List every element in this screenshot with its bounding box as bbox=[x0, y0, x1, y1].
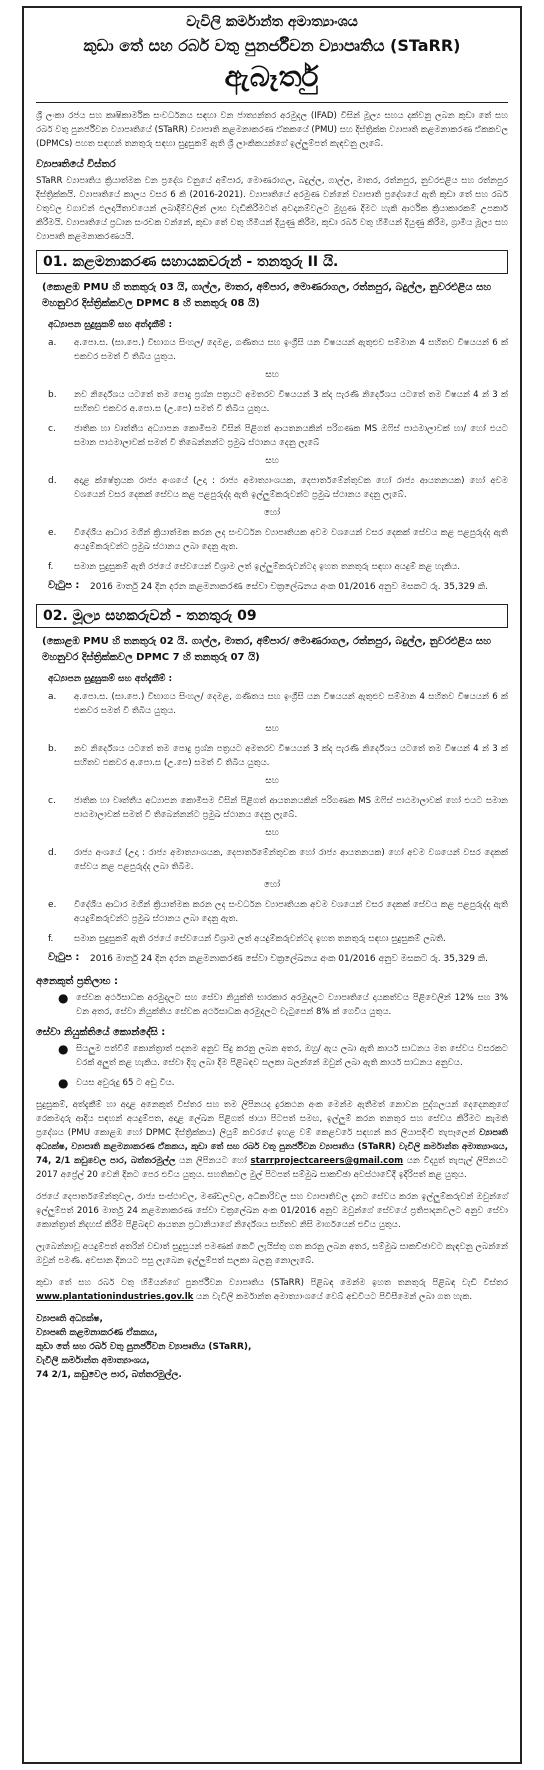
project-details-text: STaRR ව්‍යාපෘතිය ක්‍රියාත්මක වන ප්‍රදේශ වනුයේ අම්පාර, මොණරාගල, බදුල්ල, ගාල්ල, මාතර, රත්නපුර, නුවරඑළිය සහ රත්නපුර දිස්ත්‍රික්කයි. ව්‍යාපෘතියේ කාලය වසර 6 කි (2016-2021). ව්‍යාපෘතියේ අරමුණ වන්නේ ව්‍යාපෘති ප්‍රදේශයේ ඇති කුඩා තේ සහ රබර් වතුවල වගාවන් ඵලදායීතාවයෙන් ලබාදීම්වලින් ලාභ වැඩිකිරීමටත් අවදානම්වලට මුහුණ දීමට හැකි ආර්ථික ක්‍රියාකාරකම් උපකාර් කිරීමයි. ව්‍යාපෘතියේ ප්‍රධාන සංරචක වන්නේ, කුඩා තේ වතු හිමියන් දියුණු කිරීම, කුඩා රබර් වතු හිමියන් දියුණු කිරීම, ග්‍රාමීය මූල්‍ය සහ ව්‍යාපෘති කළමනාකරණයයි. bbox=[36, 176, 508, 242]
conditions-heading: සේවා නියුක්තියේ කොන්දේසි : bbox=[36, 1027, 166, 1038]
intro-paragraph: ශ්‍රී ලංකා රජය සහ කෘෂිකාර්මික සංවර්ධනය සඳහා වන ජාත්‍යන්තර අරමුදල (IFAD) විසින් මූල්‍ය සහය දක්වනු ලබන කුඩා තේ සහ රබර් වතු පුනර්ජීවන ව්‍යාපෘතියේ (STaRR) ව්‍යාපෘති කළමනාකරණ ඒකකයේ (PMU) සහ දිස්ත්‍රික්ක ව්‍යාපෘති කළමනාකරණ ඒකකවල (DPMCs) පහත සඳහන් තනතුරු සඳහා සුදුසුකම් ඇති ශ්‍රී ලාංකිකයන්ගේ ඉල්ලුම්පත් කැඳවනු ලැබේ. bbox=[36, 111, 508, 149]
position-2-qualifications-heading: අධ්‍යාපන සුදුසුකම් සහ අත්දැකීම් : bbox=[48, 674, 173, 684]
position-2-item: e. විදේශීය ආධාර මගින් ක්‍රියාත්මක කරන ලද සංවර්ධන ව්‍යාපෘතියක අවම වශයෙන් වසර දෙකක් සේවය කළ පළපුරුද්ද ඇති අයදුම්කරුවන්ට ප්‍රමුඛ ස්ථානය ලබා දෙනු ඇත. bbox=[48, 900, 508, 924]
website-note: කුඩා තේ සහ රබර් වතු හිමියන්ගේ පුනර්ජීවන ව්‍යාපෘතිය (STaRR) පිළිබඳ මෙන්ම ඉහත තනතුරු පිළිබඳ වැඩි විස්තර www.plantationindustries.gov.lk යන වැවිලි කර්මාන්ත අමාත්‍යාංශයේ වෙබ් අඩවියට පිවිසීමෙන් ලබා ගත හැක. bbox=[36, 1278, 508, 1302]
project-heading: කුඩා තේ සහ රබර් වතු පුනර්ජීවන ව්‍යාපෘතිය (STaRR) bbox=[83, 36, 461, 55]
list-item: ● සියලුම පත්වීම් කොන්ත්‍රාත් පදනම අනුව සිදු කරනු ලබන අතර, ඔහු/ ඇය ලබා ඇති කාර්ය සාධනය මත සේවය වසරකට වරක් අලුත් කළ හැකිය. සේවා දිගු ලබා දීම පිළිබඳව සලකා බලන්නේ ඔවුන් ලබා ඇති කාර්ය සාධනය අනුවය. bbox=[58, 1042, 508, 1068]
application-instructions: සුදුසුකම්, අත්දැකීම් හා අදාළ අනෙකුත් විස්තර සහ තම ලිපිනයද දුරකථන අංක මෙන්ම ඇතීමත් නොවන පුද්ගලයන් දෙදෙනකුගේ රෙකමදාරු ආදිය සඳහන් අයදුම්පත, අදාළ ලේඛන පිළිගත් ඡායා පිටපත් සමඟ, ඉල්ලුම් කරන තනතුර සහ සේවය කිරීමට කැමති ප්‍රදේශය (PMU කොළඹ හෝ DPMC දිස්ත්‍රික්කය) ලියුම් කවරයේ ඉහළ වම් කෙළවරේ සඳහන් කර ලියාපදිංචි තැපෑලෙන් ව්‍යාපෘති අධ්‍යක්ෂ, ව්‍යාපෘති කළමනාකරණ ඒකකය, කුඩා තේ සහ රබර් වතු පුනර්ජීවන ව්‍යාපෘතිය (STaRR) වැවිලි කර්මාන්ත අමාත්‍යාංශය, 74, 2/1 කඩුවෙල පාර, බත්තරමුල්ල යන ලිපිනයට හෝ starrprojectcareers@gmail.com යන විද්‍යුත් තැපැල් ලිපිනයට 2017 අප්‍රේල් 20 වෙනි දිනට පෙර එවිය යුතුය. සහතිකවල මුල් පිටපත් සම්මුඛ සාකච්ඡා අවස්ථාවේදී ඉදිරිපත් කළ යුතුය. bbox=[36, 1100, 509, 1180]
conjunction: හෝ bbox=[263, 880, 281, 890]
position-1-title: 01. කළමනාකරණ සහායකවරුන් - තනතුරු II යි. bbox=[36, 250, 508, 274]
position-1-item: b. නව නිර්දේශය යටතේ තම පොදු ප්‍රශ්න පත්‍රයට අමතරව විෂයයන් 3 ක්ද පැරණි නිර්දේශය යටතේ තම විෂයන් 4 න් 3 ක් සහිතව එකවර අ.පො.ස (උ.පෙ) සමත් වී තිබිය යුතුය. bbox=[48, 390, 508, 414]
project-details-heading: ව්‍යාපෘතියේ විස්තර bbox=[36, 159, 116, 170]
position-2-title: 02. මූල්‍ය සහකරුවන් - තනතුරු 09 bbox=[36, 604, 508, 628]
conjunction: සහ bbox=[265, 776, 279, 786]
conjunction: සහ bbox=[265, 828, 279, 838]
website-link[interactable]: www.plantationindustries.gov.lk bbox=[36, 1292, 194, 1302]
shortlisting-note: ලැබෙන්නාවූ අයදුම්පත් අතරින් වඩාත් සුදුසුයන් පමණක් කෙටි ලැයිස්තු ගත කරනු ලබන අතර, සම්මුඛ සාකච්ඡාවට කැඳවනු ලබන්නේ ඔවුන් පමණි. අවසාන දිනයට පසු ලැබෙන ඉල්ලුම්පත් සලකා බලනු නොලැබේ. bbox=[36, 1242, 508, 1266]
vacancies-title: ඇබෑර්තු bbox=[224, 60, 320, 93]
signature-block: ව්‍යාපෘති අධ්‍යක්ෂ, ව්‍යාපෘති කළමනාකරණ ඒකකය, කුඩා තේ සහ රබර් වතු පුනර්ජීවන ව්‍යාපෘතිය (STaRR), වැවිලි කර්මාන්ත අමාත්‍යාංශය, 74 2/1, කඩුවෙල පාර, බත්තරමුල්ල. bbox=[36, 1314, 252, 1380]
conjunction: සහ bbox=[265, 724, 279, 734]
conjunction: සහ bbox=[265, 370, 279, 380]
advertisement-body bbox=[26, 8, 518, 1382]
list-item: ● වයස අවුරුදු 65 ට අඩු විය. bbox=[58, 1076, 175, 1090]
position-2-item: c. ජාතික හා වෘත්තීය අධ්‍යාපන කොමිසම විසින් පිළිගත් ආයතනයකින් පරිගණක MS ඔෆිස් පාඨමාලාවක් හෝ එයට සමාන පාඨමාලාවක් සමත් වී තිබෙන්නන්ට ප්‍රමුඛ ස්ථානය දෙනු ලැබේ. bbox=[48, 796, 508, 820]
position-1-item: a. අ.පො.ස. (සා.පෙ.) විභාගය සිංහල/ දෙමළ, ගණිතය සහ ඉංග්‍රීසි යන විෂයයන් ඇතුළුව සම්මාන 4 සහිතව විෂයයන් 6 ක් එකවර සමත් වී තිබිය යුතුය. bbox=[48, 338, 508, 362]
position-2-item: a. අ.පො.ස. (සා.පෙ.) විභාගය සිංහල/ දෙමළ, ගණිතය සහ ඉංග්‍රීසි යන විෂයයන් ඇතුළුව සම්මාන 4 සහිතව විෂයයන් 6 ක් එකවර සමත් වී තිබිය යුතුය. bbox=[48, 692, 508, 716]
benefits-heading: අනෙකුත් ප්‍රතිලාභ : bbox=[36, 976, 118, 987]
bullet-icon: ● bbox=[58, 991, 69, 1005]
position-1-location: (කොළඹ PMU හි තනතුරු 03 යි, ගාල්ල, මාතර, අම්පාර, මොණරාගල, රත්නපුර, බදුල්ල, නුවරඑළිය සහ මහනුවර දිස්ත්‍රික්කවල DPMC 8 හි තනතුරු 08 යි) bbox=[42, 282, 492, 309]
position-1-salary: වැටුප : 2016 මාර්තු 24 දින දරන කළමනාකරණ සේවා චක්‍රලේඛනය අංක 01/2016 අනුව මසකට රු. 35,329 කි. bbox=[48, 580, 489, 592]
position-2-item: f. සමාන සුදුසුකම් ඇති රජයේ සේවයෙන් විශ්‍රාම ලත් අයදුම්කරුවන්ටද ඉහත තනතුරු සඳහා සුදුසුකම් ලබති. bbox=[48, 934, 446, 944]
header-divider bbox=[36, 102, 508, 103]
position-1-item: d. අදාළ ක්ෂේත්‍රයක රාජ්‍ය අංශයේ (උදා : රාජ්‍ය අමාත්‍යාංශයක, දෙපාර්තමේන්තුවක හෝ රාජ්‍ය ආයතනයක) හෝ අවම වශයෙන් වසර දෙකක් සේවය කළ පළපුරුද්ද ඇති ඉල්ලුම්කරුවන්ට ප්‍රමුඛ ස්ථානය දෙනු ලැබේ. bbox=[48, 476, 508, 500]
position-1-item: c. ජාතික හා වෘත්තීය අධ්‍යාපන කොමිසම විසින් පිළිගත් ආයතනයකින් පරිගණක MS ඔෆිස් පාඨමාලාවක් හා/ හෝ එයට සමාන පාඨමාලාවක් සමත් වී තිබෙන්නන්ට ප්‍රමුඛ ස්ථානය දෙනු ලැබේ bbox=[48, 424, 508, 448]
position-2-item: d. රාජ්‍ය අංශයේ (උදා : රාජ්‍ය අමාත්‍යාංශයක, දෙපාර්තමේන්තුවක හෝ රාජ්‍ය ආයතනයක) හෝ අවම වශයෙන් වසර දෙකක් සේවය කළ පළපුරුද්ද ලබා තිබීම. bbox=[48, 848, 508, 872]
government-employees-note: රජයේ දෙපාර්තමේන්තුවල, රාජ්‍ය සංස්ථාවල, මණ්ඩලවල, අධිකාරිවල සහ ව්‍යාපෘතිවල දැනට සේවය කරන ඉල්ලුම්කරුවන් ඔවුන්ගේ ඉල්ලුම්පත් 2016 මාර්තු 24 කළමනාකරණ සේවා චක්‍රලේඛන අංක 01/2016 අනුව ඔවුන්ගේ සේවයේ ප්‍රතිපාදනවලට අනුව සේවා කොන්ත්‍රාත් නිදහස් කිරීම පිළිබඳව ආයතන ප්‍රධානියාගේ නිර්දේශය සහිතව නිසි මාර්ගයෙන් එවිය යුතුය. bbox=[36, 1192, 508, 1230]
position-1-item: f. සමාන සුදුසුකම් ඇති රජයේ සේවයෙන් විශ්‍රාම ලත් ඉල්ලුම්කරුවන්ටද ඉහත තනතුරු සඳහා අයදුම් කළ හැකිය. bbox=[48, 562, 461, 572]
bullet-icon: ● bbox=[58, 1042, 69, 1056]
ministry-heading: වැවිලි කර්මාන්ත අමාත්‍යාංශය bbox=[186, 14, 358, 30]
position-1-qualifications-heading: අධ්‍යාපන සුදුසුකම් සහ අත්දැකීම් : bbox=[48, 320, 173, 330]
postal-address: ව්‍යාපෘති අධ්‍යක්ෂ, ව්‍යාපෘති කළමනාකරණ ඒකකය, කුඩා තේ සහ රබර් වතු පුනර්ජීවන ව්‍යාපෘතිය (STaRR) වැවිලි කර්මාන්ත අමාත්‍යාංශය, 74, 2/1 කඩුවෙල පාර, බත්තරමුල්ල bbox=[36, 1128, 509, 1166]
position-1-item: e. විදේශීය ආධාර මගින් ක්‍රියාත්මක කරන ලද සංවර්ධන ව්‍යාපෘතියක අවම වශයෙන් වසර දෙකක් සේවය කළ පළපුරුද්ද ඇති අයදුම්කරුවන්ට ප්‍රමුඛ ස්ථානය ලබා දෙනු ඇත. bbox=[48, 528, 508, 552]
conjunction: සහ bbox=[265, 456, 279, 466]
conjunction: හෝ bbox=[263, 508, 281, 518]
list-item: ● සේවක අර්ථසාධක අරමුදලට සහ සේවා නියුක්ති භාරකාර අරමුදලට ව්‍යාපෘතියේ දායකත්වය පිළිවෙලින් 12% සහ 3% වන අතර, සේවා නියුක්තිය සේවක අර්ථසාධක අරමුදලට වැටුපෙන් 8% ක් ගෙවිය යුතුය. bbox=[58, 991, 508, 1017]
position-2-salary: වැටුප : 2016 මාර්තු 24 දින දරන කළමනාකරණ සේවා චක්‍රලේඛනය අංක 01/2016 අනුව මසකට රු. 35,329 කි. bbox=[48, 952, 489, 964]
position-2-location: (කොළඹ PMU හි තනතුරු 02 යි. ගාල්ල, මාතර, අම්පාර/ මොණරාගල, රත්නපුර, බදුල්ල, නුවරඑළිය සහ මහනුවර දිස්ත්‍රික්කවල DPMC 7 හි තනතුරු 07 යි) bbox=[42, 636, 491, 663]
email-link[interactable]: starrprojectcareers@gmail.com bbox=[250, 1156, 404, 1166]
bullet-icon: ● bbox=[58, 1076, 69, 1090]
position-2-item: b. නව නිර්දේශය යටතේ තම පොදු ප්‍රශ්න පත්‍රයට අමතරව විෂයයන් 3 ක්ද පැරණි නිර්දේශය යටතේ තම විෂයන් 4 න් 3 ක් සහිතව එකවර අ.පො.ස (උ.පෙ) සමත් වී තිබිය යුතුය. bbox=[48, 744, 508, 768]
